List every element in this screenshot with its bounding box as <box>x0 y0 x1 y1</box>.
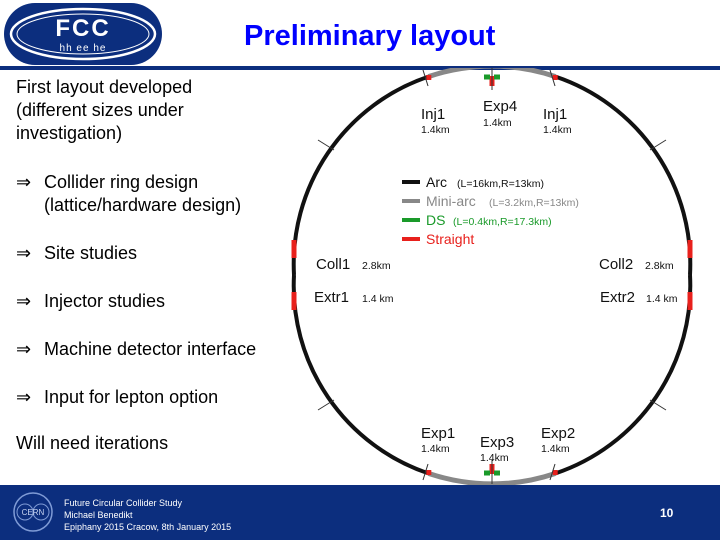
section-length-exp2: 1.4km <box>541 443 570 455</box>
section-length-inj1-left: 1.4km <box>421 124 450 136</box>
bullet-text: Site studies <box>44 243 138 263</box>
legend-name: DS <box>426 212 446 228</box>
section-length-inj1-right: 1.4km <box>543 124 572 136</box>
section-label-exp3: Exp3 <box>480 434 515 451</box>
intro-line: (different sizes under <box>16 100 184 120</box>
fcc-logo-main: FCC <box>55 15 111 42</box>
legend-detail: (L=0.4km,R=17.3km) <box>453 216 552 228</box>
bullet-text: Collider ring design <box>44 172 199 192</box>
section-length-coll1: 2.8km <box>362 260 391 272</box>
fcc-logo-sub: hh ee he <box>59 43 107 54</box>
footer-line: Epiphany 2015 Cracow, 8th January 2015 <box>64 522 232 532</box>
section-length-exp4: 1.4km <box>483 117 512 129</box>
legend-detail: (L=16km,R=13km) <box>457 178 544 190</box>
section-length-coll2: 2.8km <box>645 260 674 272</box>
footer-line: Michael Benedikt <box>64 510 133 520</box>
footer-notes <box>64 497 231 533</box>
page-number: 10 <box>660 506 674 520</box>
section-label-inj1-right: Inj1 <box>543 106 568 123</box>
legend-detail: (L=3.2km,R=13km) <box>489 197 579 209</box>
slide-header <box>0 0 720 68</box>
straight-sections <box>294 75 690 475</box>
implies-arrow-icon: ⇒ <box>16 339 32 359</box>
intro-text <box>16 76 296 145</box>
section-label-exp1: Exp1 <box>421 425 456 442</box>
section-label-inj1-left: Inj1 <box>421 106 446 123</box>
bullet-text: Input for lepton option <box>44 387 219 407</box>
section-label-exp2: Exp2 <box>541 425 576 442</box>
legend-name: Straight <box>426 231 475 247</box>
bullet-text: Machine detector interface <box>44 339 257 359</box>
fcc-logo <box>4 3 162 65</box>
cern-logo-text: CERN <box>21 508 45 517</box>
closing-text: Will need iterations <box>16 433 169 453</box>
slide-title: Preliminary layout <box>244 20 496 52</box>
section-length-extr1: 1.4 km <box>362 293 394 305</box>
section-labels <box>314 98 678 464</box>
section-label-exp4: Exp4 <box>483 98 518 115</box>
implies-arrow-icon: ⇒ <box>16 243 32 263</box>
ring <box>294 68 691 484</box>
section-length-exp1: 1.4km <box>421 443 450 455</box>
ring-arc <box>555 77 690 276</box>
intro-line: First layout developed <box>16 77 193 97</box>
section-label-extr1: Extr1 <box>314 289 350 306</box>
section-label-extr2: Extr2 <box>600 289 636 306</box>
ring-arc <box>294 77 429 276</box>
collider-ring-diagram <box>288 68 720 486</box>
implies-arrow-icon: ⇒ <box>16 387 32 407</box>
legend-name: Arc <box>426 174 447 190</box>
implies-arrow-icon: ⇒ <box>16 291 32 311</box>
section-label-coll2: Coll2 <box>599 256 634 273</box>
bullet-text: Injector studies <box>44 291 166 311</box>
diagram-legend <box>402 174 579 247</box>
section-label-coll1: Coll1 <box>316 256 351 273</box>
footer-line: Future Circular Collider Study <box>64 498 183 508</box>
dispersion-suppressors <box>484 77 500 473</box>
implies-arrow-icon: ⇒ <box>16 172 32 192</box>
bullet-text: (lattice/hardware design) <box>44 195 242 215</box>
intro-line: investigation) <box>16 123 123 143</box>
section-length-extr2: 1.4 km <box>646 293 678 305</box>
section-length-exp3: 1.4km <box>480 452 509 464</box>
legend-name: Mini-arc <box>426 193 476 209</box>
cern-logo <box>10 490 56 534</box>
ring-ticks <box>318 68 666 484</box>
